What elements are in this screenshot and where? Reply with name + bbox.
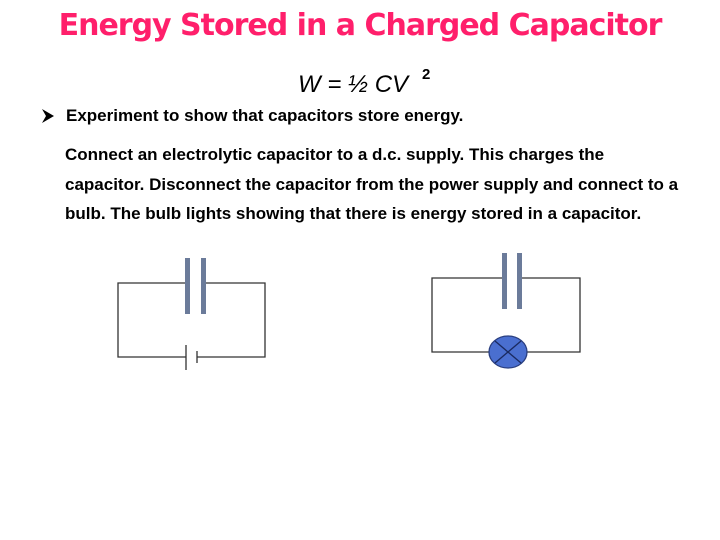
charging-circuit-wire-right [197,283,265,357]
capacitor-icon [185,258,206,314]
bullet-text: Experiment to show that capacitors store energy. [66,106,464,125]
formula-text: W = ½ CV [298,71,409,98]
discharging-circuit-wire-right [520,278,580,352]
capacitor-icon-2 [502,253,522,309]
formula-exponent: 2 [422,66,431,83]
charging-circuit-wire [118,283,190,357]
charging-circuit [118,283,265,370]
bulb-icon [489,336,527,368]
experiment-description: Connect an electrolytic capacitor to a d.c. supply. This charges the capacitor. Disconnect the capacitor from the power supply and connect to a bulb. The bulb lights showing that there is energy stored in a capacitor. [65,145,679,223]
slide-title: Energy Stored in a Charged Capacitor [58,8,662,43]
